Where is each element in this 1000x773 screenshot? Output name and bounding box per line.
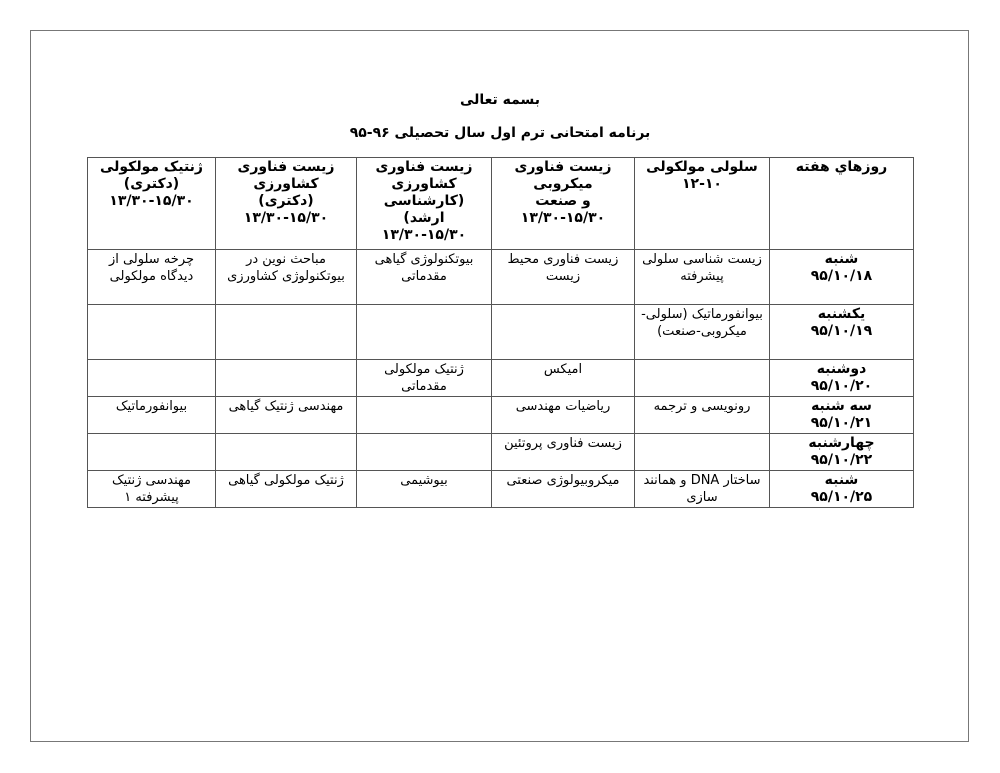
exam-cell: [215, 305, 356, 360]
header-agri-phd: زیست فناوری کشاورزی (دکتری) ۱۳/۳۰-۱۵/۳۰: [215, 158, 356, 250]
exam-cell: بیوانفورماتیک: [88, 397, 216, 434]
exam-cell: بیوتکنولوژی گیاهی مقدماتی: [357, 250, 492, 305]
exam-cell: ژنتیک مولکولی گیاهی: [215, 471, 356, 508]
exam-cell: مهندسی ژنتیک گیاهی: [215, 397, 356, 434]
exam-cell: مهندسی ژنتیک پیشرفته ۱: [88, 471, 216, 508]
document-title: برنامه امتحانی ترم اول سال تحصیلی ۹۶-۹۵: [349, 125, 651, 141]
exam-cell: ساختار DNA و همانند سازی: [635, 471, 770, 508]
exam-cell: چرخه سلولی از دیدگاه مولکولی: [88, 250, 216, 305]
exam-cell: امیکس: [491, 360, 634, 397]
exam-cell: زیست فناوری پروتئین: [491, 434, 634, 471]
exam-cell: ریاضیات مهندسی: [491, 397, 634, 434]
day-cell: شنبه ۹۵/۱۰/۲۵: [769, 471, 913, 508]
header-microbial-industrial: زیست فناوری میکروبی و صنعت ۱۳/۳۰-۱۵/۳۰: [491, 158, 634, 250]
exam-cell: [635, 434, 770, 471]
day-cell: چهارشنبه ۹۵/۱۰/۲۲: [769, 434, 913, 471]
exam-cell: [88, 434, 216, 471]
exam-cell: [88, 360, 216, 397]
table-row: [88, 397, 914, 434]
exam-cell: [357, 397, 492, 434]
day-cell: شنبه ۹۵/۱۰/۱۸: [769, 250, 913, 305]
table-row: [88, 305, 914, 360]
table-row: [88, 360, 914, 397]
exam-cell: [357, 434, 492, 471]
exam-cell: رونویسی و ترجمه: [635, 397, 770, 434]
exam-cell: مباحث نوین در بیوتکنولوژی کشاورزی: [215, 250, 356, 305]
exam-cell: زیست فناوری محیط زیست: [491, 250, 634, 305]
day-cell: دوشنبه ۹۵/۱۰/۲۰: [769, 360, 913, 397]
exam-cell: [357, 305, 492, 360]
header-days: روزهاي هفته: [769, 158, 913, 250]
exam-cell: بیوشیمی: [357, 471, 492, 508]
exam-cell: زیست شناسی سلولی پیشرفته: [635, 250, 770, 305]
exam-cell: بیوانفورماتیک (سلولی-میکروبی-صنعت): [635, 305, 770, 360]
exam-cell: ژنتیک مولکولی مقدماتی: [357, 360, 492, 397]
table-row: [88, 434, 914, 471]
exam-cell: [635, 360, 770, 397]
exam-schedule-table: [87, 157, 914, 508]
header-agri-masters: زیست فناوری کشاورزی (کارشناسی ارشد) ۱۳/۳۰-۱۵/۳۰: [357, 158, 492, 250]
exam-cell: [215, 434, 356, 471]
exam-cell: [215, 360, 356, 397]
day-cell: یکشنبه ۹۵/۱۰/۱۹: [769, 305, 913, 360]
header-cellular-molecular: سلولی مولکولی ۱۲-۱۰: [635, 158, 770, 250]
exam-cell: میکروبیولوژی صنعتی: [491, 471, 634, 508]
table-row: [88, 471, 914, 508]
table-row: [88, 250, 914, 305]
exam-cell: [88, 305, 216, 360]
table-header-row: [88, 158, 914, 250]
exam-cell: [491, 305, 634, 360]
header-molecular-genetics-phd: ژنتیک مولکولی (دکتری) ۱۳/۳۰-۱۵/۳۰: [88, 158, 216, 250]
document-heading: بسمه تعالی: [459, 92, 541, 108]
day-cell: سه شنبه ۹۵/۱۰/۲۱: [769, 397, 913, 434]
